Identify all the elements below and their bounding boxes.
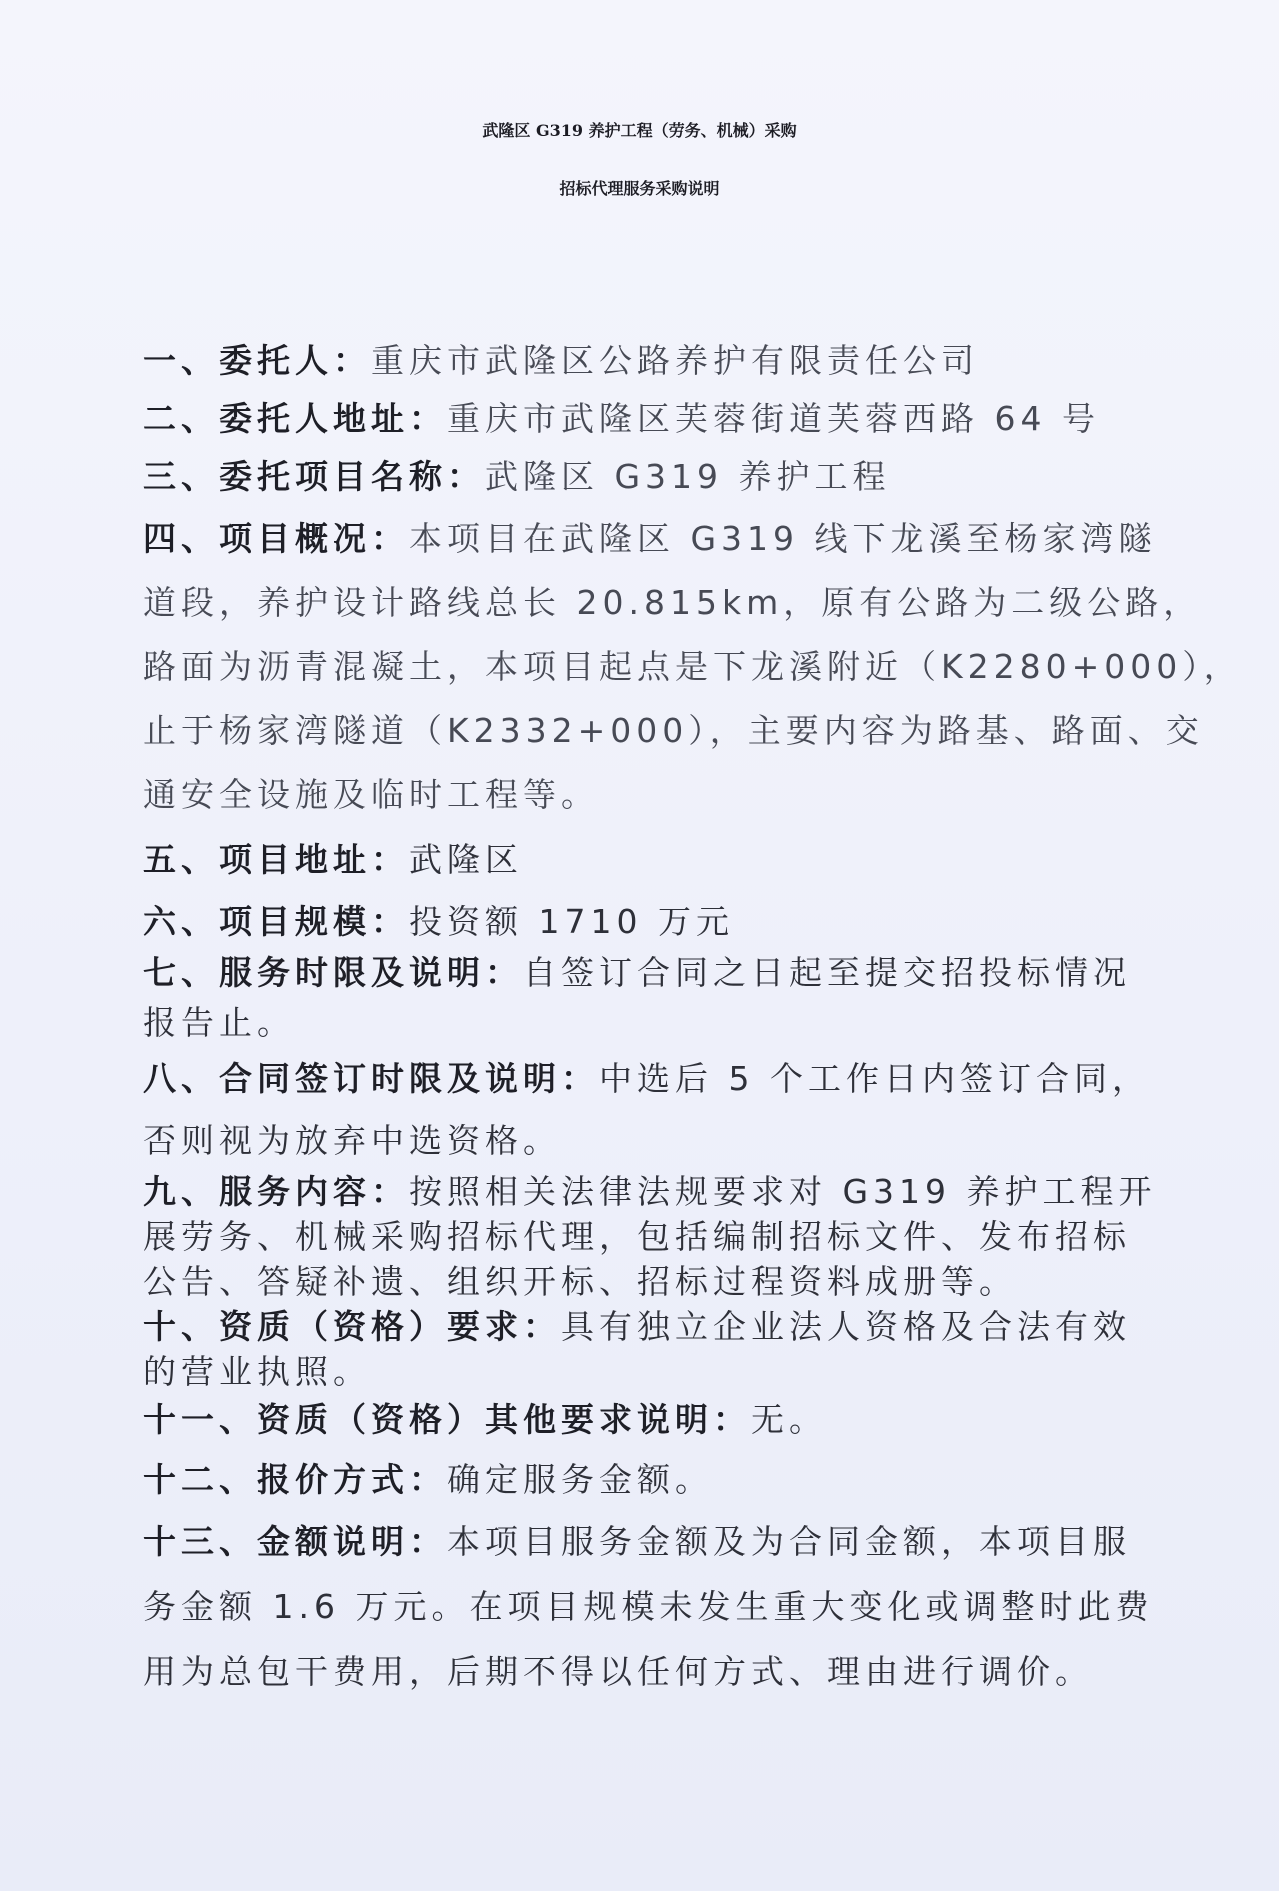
item-13 bbox=[143, 1522, 1131, 1561]
item-12 bbox=[143, 1460, 713, 1499]
item-4-cont-3: 止于杨家湾隧道（K2332+000），主要内容为路基、路面、交 bbox=[143, 711, 1204, 750]
item-text: 重庆市武隆区公路养护有限责任公司 bbox=[371, 341, 979, 380]
item-label: 九、服务内容： bbox=[143, 1172, 409, 1211]
item-8 bbox=[143, 1059, 1150, 1098]
item-4 bbox=[143, 519, 1157, 558]
item-3 bbox=[143, 457, 891, 496]
item-13-cont-2: 用为总包干费用，后期不得以任何方式、理由进行调价。 bbox=[143, 1652, 1093, 1691]
item-text: 本项目服务金额及为合同金额，本项目服 bbox=[447, 1522, 1131, 1561]
item-label: 七、服务时限及说明： bbox=[143, 953, 523, 992]
item-text: 武隆区 G319 养护工程 bbox=[485, 457, 891, 496]
item-text: 本项目在武隆区 G319 线下龙溪至杨家湾隧 bbox=[409, 519, 1157, 558]
item-label: 二、委托人地址： bbox=[143, 399, 447, 438]
item-7 bbox=[143, 953, 1131, 992]
item-13-cont-1: 务金额 1.6 万元。在项目规模未发生重大变化或调整时此费 bbox=[143, 1587, 1154, 1626]
item-label: 一、委托人： bbox=[143, 341, 371, 380]
item-label: 十、资质（资格）要求： bbox=[143, 1307, 561, 1346]
item-10 bbox=[143, 1307, 1131, 1346]
item-2 bbox=[143, 399, 1100, 438]
item-label: 四、项目概况： bbox=[143, 519, 409, 558]
item-label: 三、委托项目名称： bbox=[143, 457, 485, 496]
item-4-cont-1: 道段，养护设计路线总长 20.815km，原有公路为二级公路， bbox=[143, 583, 1202, 622]
item-text: 按照相关法律法规要求对 G319 养护工程开 bbox=[409, 1172, 1157, 1211]
item-text: 重庆市武隆区芙蓉街道芙蓉西路 64 号 bbox=[447, 399, 1100, 438]
item-label: 六、项目规模： bbox=[143, 902, 409, 941]
item-1 bbox=[143, 341, 979, 380]
document-title-line-1: 武隆区 G319 养护工程（劳务、机械）采购 bbox=[482, 121, 797, 140]
item-text: 具有独立企业法人资格及合法有效 bbox=[561, 1307, 1131, 1346]
item-label: 五、项目地址： bbox=[143, 840, 409, 879]
item-11 bbox=[143, 1400, 827, 1439]
item-9-cont-2: 公告、答疑补遗、组织开标、招标过程资料成册等。 bbox=[143, 1262, 1017, 1301]
document-title-line-2: 招标代理服务采购说明 bbox=[559, 179, 720, 198]
item-text: 武隆区 bbox=[409, 840, 523, 879]
item-text: 中选后 5 个工作日内签订合同， bbox=[599, 1059, 1150, 1098]
item-6 bbox=[143, 902, 734, 941]
item-text: 确定服务金额。 bbox=[447, 1460, 713, 1499]
item-text: 无。 bbox=[751, 1400, 827, 1439]
item-7-cont-1: 报告止。 bbox=[143, 1003, 295, 1042]
item-text: 自签订合同之日起至提交招投标情况 bbox=[523, 953, 1131, 992]
item-4-cont-2: 路面为沥青混凝土，本项目起点是下龙溪附近（K2280+000）， bbox=[143, 647, 1242, 686]
item-label: 八、合同签订时限及说明： bbox=[143, 1059, 599, 1098]
item-4-cont-4: 通安全设施及临时工程等。 bbox=[143, 775, 599, 814]
item-8-cont-1: 否则视为放弃中选资格。 bbox=[143, 1121, 561, 1160]
item-label: 十二、报价方式： bbox=[143, 1460, 447, 1499]
item-10-cont-1: 的营业执照。 bbox=[143, 1352, 371, 1391]
item-text: 投资额 1710 万元 bbox=[409, 902, 734, 941]
item-5 bbox=[143, 840, 523, 879]
item-label: 十三、金额说明： bbox=[143, 1522, 447, 1561]
item-label: 十一、资质（资格）其他要求说明： bbox=[143, 1400, 751, 1439]
item-9 bbox=[143, 1172, 1157, 1211]
item-9-cont-1: 展劳务、机械采购招标代理，包括编制招标文件、发布招标 bbox=[143, 1217, 1131, 1256]
